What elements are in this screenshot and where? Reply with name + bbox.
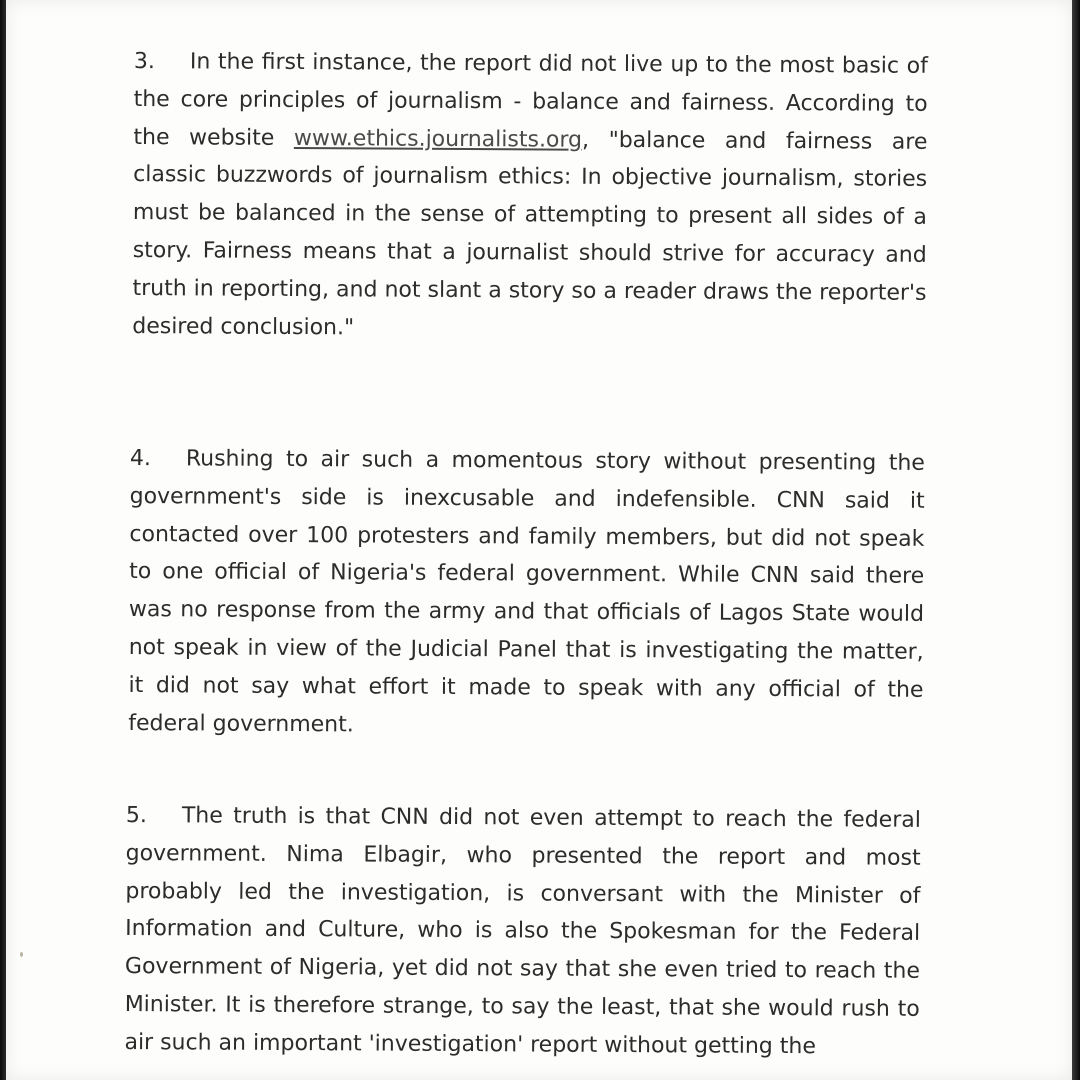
paragraph-number: 4.	[129, 445, 151, 472]
paragraph-number: 3.	[133, 48, 155, 75]
scan-speck	[20, 952, 23, 957]
paragraph-4	[128, 440, 925, 747]
paragraph-text: In the first instance, the report did not live up to the most basic of the core principles of journalism - balance and fairness. According to the website	[133, 49, 928, 151]
paragraph-text: Rushing to air such a momentous story without presenting the government's side is inexcusable and indefensible. CNN said it contacted over 100 protesters and family members, but did not speak to one official of Nigeria's federal government. While CNN said there was no response from the army and that officials of Lagos State would not speak in view of the Judicial Panel that is investigating the matter, it did not say what effort it made to speak with any official of the federal government.	[128, 446, 925, 737]
paragraph-text-continued: , "balance and fairness are classic buzzwords of journalism ethics: In objective journalism, stories must be balanced in the sense of attempting to present all sides of a story. Fairness means that a journalist should strive for accuracy and truth in reporting, and not slant a story so a reader draws the reporter's desired conclusion."	[132, 127, 928, 340]
paragraph-number: 5.	[125, 802, 147, 829]
scan-edge-right	[1072, 0, 1080, 1080]
paragraph-5	[124, 797, 921, 1066]
paragraph-3	[132, 43, 928, 350]
paragraph-text: The truth is that CNN did not even attempt to reach the federal government. Nima Elbagir, who presented the report and most probably led the investigation, is conversant with the Minister of Information and Culture, who is also the Spokesman for the Federal Government of Nigeria, yet did not say that she even tried to reach the Minister. It is therefore strange, to say the least, that she would rush to air such an important 'investigation' report without getting the	[124, 803, 921, 1060]
document-page	[6, 0, 1072, 1080]
ethics-website-link[interactable]: www.ethics.journalists.org	[293, 125, 583, 153]
